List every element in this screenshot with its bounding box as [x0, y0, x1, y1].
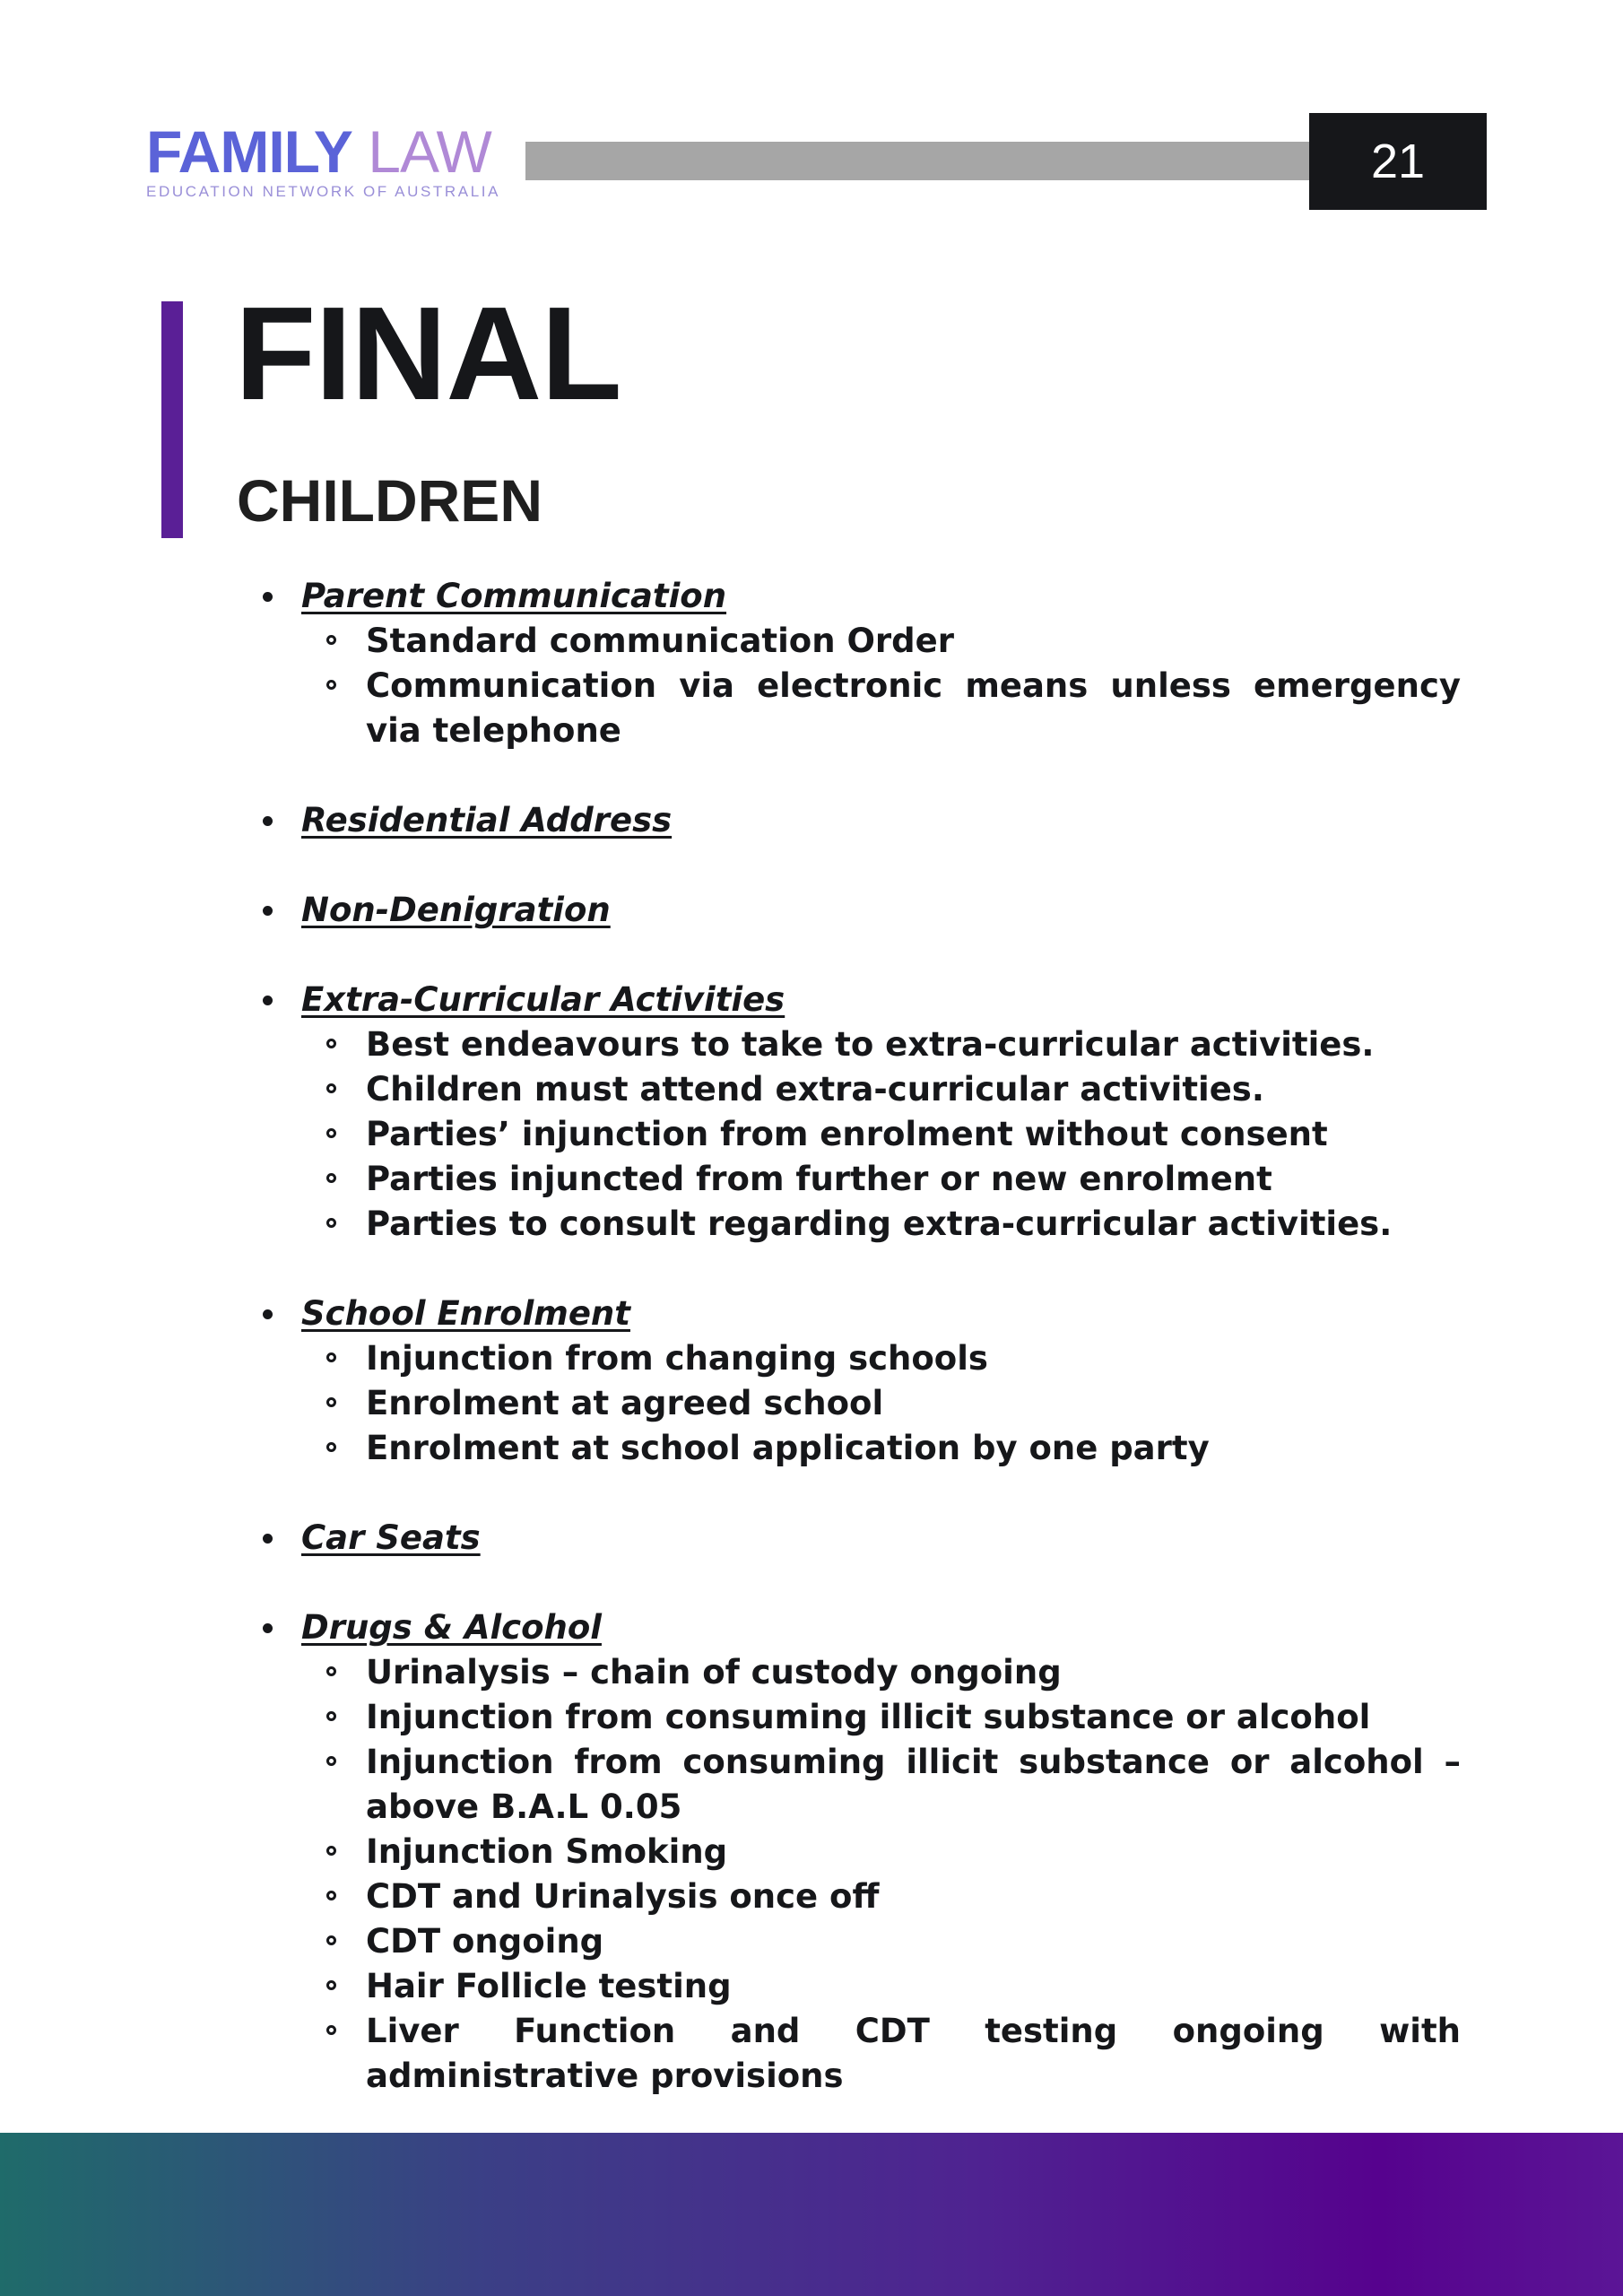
bullet-dot-icon	[263, 592, 273, 602]
bullet-circle-icon	[326, 680, 336, 690]
list-item-text: Injunction Smoking	[366, 1832, 728, 1871]
list-item-text: Best endeavours to take to extra-curricular activities.	[366, 1025, 1375, 1064]
list-item-text: Liver Function and CDT testing ongoing with administrative provisions	[366, 2012, 1461, 2095]
logo-family-text: FAMILY	[146, 118, 352, 185]
bullet-circle-icon	[326, 1397, 336, 1407]
topic-heading: Car Seats	[301, 1518, 481, 1557]
logo-law-text: LAW	[368, 118, 491, 185]
bullet-circle-icon	[326, 1128, 336, 1138]
list-item-text: Enrolment at school application by one party	[366, 1429, 1210, 1467]
bullet-circle-icon	[326, 1756, 336, 1766]
list-item-text: Communication via electronic means unless emergency via telephone	[366, 666, 1461, 750]
topic-section	[301, 888, 1461, 933]
bullet-circle-icon	[326, 1173, 336, 1183]
bullet-dot-icon	[263, 996, 273, 1005]
topic-section	[301, 978, 1461, 1247]
bullet-circle-icon	[326, 1891, 336, 1900]
bullet-circle-icon	[326, 1666, 336, 1676]
list-item	[366, 1964, 1461, 2009]
bullet-dot-icon	[263, 816, 273, 826]
topic-items	[301, 1022, 1461, 1247]
topic-items	[301, 619, 1461, 753]
page-header	[0, 0, 1623, 233]
list-item-text: Parties’ injunction from enrolment without consent	[366, 1115, 1328, 1153]
header-divider-bar	[525, 142, 1309, 180]
list-item-text: Urinalysis – chain of custody ongoing	[366, 1653, 1062, 1692]
list-item	[366, 1874, 1461, 1919]
list-item-text: Injunction from consuming illicit substance or alcohol	[366, 1698, 1371, 1736]
topic-heading: Drugs & Alcohol	[301, 1608, 602, 1647]
topic-section	[301, 574, 1461, 753]
list-item-text: CDT ongoing	[366, 1922, 604, 1961]
section-subtitle: CHILDREN	[237, 467, 542, 534]
bullet-circle-icon	[326, 2025, 336, 2035]
list-item-text: Hair Follicle testing	[366, 1967, 732, 2005]
topic-items	[301, 1650, 1461, 2099]
topic-section	[301, 1605, 1461, 2099]
page-number: 21	[1309, 113, 1487, 210]
logo-tagline: EDUCATION NETWORK OF AUSTRALIA	[146, 183, 501, 200]
list-item	[366, 1919, 1461, 1964]
page-title: FINAL	[235, 280, 621, 428]
topic-section	[301, 798, 1461, 843]
list-item	[366, 1112, 1461, 1157]
bullet-circle-icon	[326, 1442, 336, 1452]
bullet-dot-icon	[263, 906, 273, 916]
bullet-dot-icon	[263, 1534, 273, 1544]
list-item	[366, 1022, 1461, 1067]
list-item-text: Injunction from consuming illicit substance or alcohol –above B.A.L 0.05	[366, 1743, 1461, 1826]
list-item	[366, 1830, 1461, 1874]
bullet-circle-icon	[326, 635, 336, 645]
bullet-circle-icon	[326, 1218, 336, 1228]
list-item-text: Injunction from changing schools	[366, 1339, 988, 1378]
list-item	[366, 1202, 1461, 1247]
bullet-dot-icon	[263, 1623, 273, 1633]
list-item	[366, 1695, 1461, 1740]
topic-list	[0, 574, 1623, 2099]
list-item-text: Enrolment at agreed school	[366, 1384, 884, 1422]
list-item	[366, 1381, 1461, 1426]
list-item-text: Standard communication Order	[366, 622, 954, 660]
bullet-dot-icon	[263, 1309, 273, 1319]
topic-heading: School Enrolment	[301, 1294, 630, 1333]
list-item-text: Parties to consult regarding extra-curricular activities.	[366, 1205, 1393, 1243]
topic-section	[301, 1516, 1461, 1561]
list-item	[366, 1067, 1461, 1112]
list-item	[366, 1650, 1461, 1695]
list-item	[366, 1157, 1461, 1202]
list-item-text: CDT and Urinalysis once off	[366, 1877, 880, 1916]
bullet-circle-icon	[326, 1039, 336, 1048]
bullet-circle-icon	[326, 1083, 336, 1093]
bullet-circle-icon	[326, 1980, 336, 1990]
list-item	[366, 664, 1461, 753]
topic-items	[301, 1336, 1461, 1471]
list-item	[366, 2009, 1461, 2099]
topic-section	[301, 1292, 1461, 1471]
list-item-text: Children must attend extra-curricular activities.	[366, 1070, 1264, 1109]
bullet-circle-icon	[326, 1846, 336, 1856]
topic-heading: Parent Communication	[301, 577, 727, 615]
family-law-logo	[146, 118, 532, 201]
logo-wordmark	[146, 118, 532, 185]
list-item	[366, 619, 1461, 664]
footer-gradient-band	[0, 2133, 1623, 2296]
list-item	[366, 1426, 1461, 1471]
bullet-circle-icon	[326, 1352, 336, 1362]
topic-heading: Residential Address	[301, 801, 673, 839]
list-item-text: Parties injuncted from further or new enrolment	[366, 1160, 1272, 1198]
bullet-circle-icon	[326, 1711, 336, 1721]
topic-heading: Non-Denigration	[301, 891, 611, 929]
bullet-circle-icon	[326, 1935, 336, 1945]
topic-heading: Extra-Curricular Activities	[301, 980, 785, 1019]
list-item	[366, 1336, 1461, 1381]
title-accent-bar	[161, 301, 183, 538]
list-item	[366, 1740, 1461, 1830]
